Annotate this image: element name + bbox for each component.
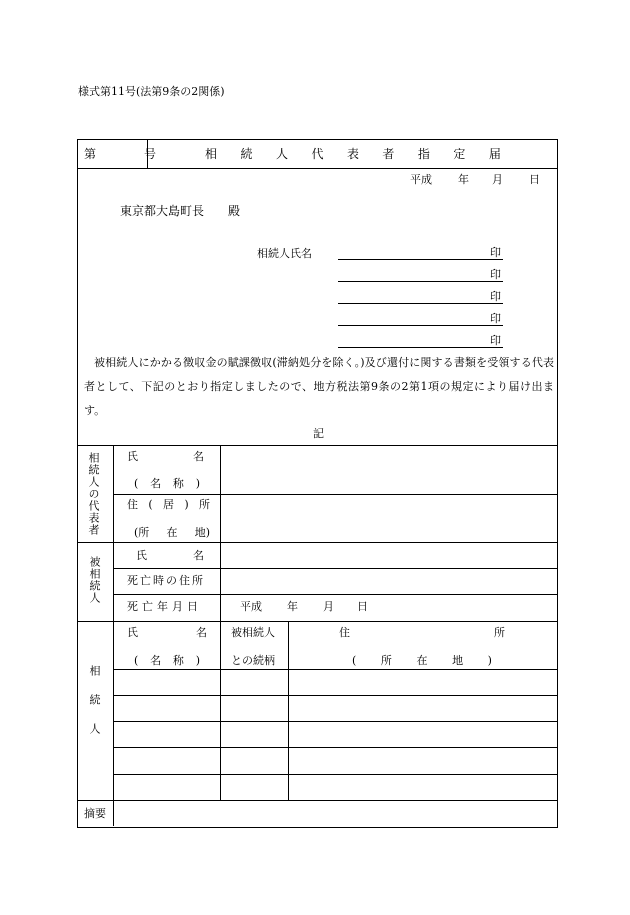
deceased-name-label [136,550,204,561]
title-char: 続 [240,147,253,161]
seal-mark: 印 [490,268,501,281]
label-char: 在 [416,654,428,667]
death-address-label: 死亡時の住所 [127,574,205,587]
form-title [205,148,501,160]
header-divider [77,168,557,169]
label-char: ) [195,654,200,667]
heir-signature-line[interactable] [338,303,503,304]
label-char: 名 [150,477,162,490]
rep-top-line [77,445,557,446]
label-char: 氏 [136,549,147,562]
label-char: 称 [172,654,184,667]
heirs-col-relation-sub: との続柄 [231,654,275,667]
deceased-line-2 [113,594,557,595]
seal-mark: 印 [490,246,501,259]
rep-address-label [127,499,210,510]
rep-address-sub [134,527,210,538]
death-date-era: 平成 [240,600,262,613]
heir-signature-line[interactable] [338,325,503,326]
title-char: 人 [275,147,288,161]
rep-mid-line [113,494,557,495]
title-char: 表 [346,147,359,161]
deceased-group-label: 被相続人 [88,556,101,604]
heirs-row-line [113,721,557,722]
heir-signature-line[interactable] [338,259,503,260]
rep-name-sub [134,478,200,489]
label-char: 所 [380,654,392,667]
heirs-row-line [113,695,557,696]
label-char: 地 [452,654,464,667]
remarks-label: 摘要 [84,807,106,820]
label-char: ( [134,654,139,667]
label-char: 所 [198,498,210,511]
heir-signature-line[interactable] [338,347,503,348]
heirs-col-name [127,627,207,638]
label-char: 氏 [127,626,138,639]
rep-name-label [127,451,204,462]
title-char: 者 [382,147,395,161]
form-number: 様式第11号(法第9条の2関係) [78,85,225,98]
label-char: 名 [196,626,207,639]
heirs-row-line [113,774,557,775]
date-month: 月 [492,173,503,186]
label-char: 称 [172,477,184,490]
label-char: 居 [162,498,174,511]
representative-group-label: 相続人の代表者 [87,452,100,536]
label-char: ) [487,654,492,667]
death-date-year: 年 [287,600,298,613]
heirs-col-name-sub [134,655,200,666]
date-year: 年 [458,173,469,186]
seal-mark: 印 [490,312,501,325]
ki-mark: 記 [313,427,324,440]
heirs-col-address-sub [352,655,492,666]
label-char: (所 [134,526,150,539]
seal-mark: 印 [490,290,501,303]
title-char: 相 [205,147,218,161]
label-char: ( [148,498,153,511]
left-column-divider [113,445,114,826]
heirs-col-relation: 被相続人 [231,626,275,639]
death-date-day: 日 [357,600,368,613]
deceased-top-line [77,542,557,543]
heir-signature-line[interactable] [338,281,503,282]
label-char: 住 [127,498,138,511]
death-date-label: 死亡年月日 [127,600,202,613]
label-char: ) [184,498,189,511]
heirs-header-line [113,669,557,670]
label-char: 名 [150,654,162,667]
label-char: 氏 [127,450,138,463]
label-char: 住 [339,626,350,639]
heirs-top-line [77,621,557,622]
label-char: 在 [166,526,178,539]
label-char: ( [134,477,139,490]
body-text: 被相続人にかかる徴収金の賦課徴収(滞納処分を除く。)及び還付に関する書類を受領する代表者として、下記のとおり指定しましたので、地方税法第9条の2第1項の規定により届け出ます。 [84,356,554,417]
label-char: 名 [193,549,204,562]
label-char: 名 [193,450,204,463]
label-char: 地) [194,526,210,539]
title-char: 指 [417,147,430,161]
heirs-name-label: 相続人氏名 [257,247,312,260]
title-char: 届 [488,147,501,161]
heirs-row-line [113,747,557,748]
title-char: 代 [311,147,324,161]
date-era: 平成 [410,173,432,186]
number-label: 第 号 [84,147,157,161]
seal-mark: 印 [490,334,501,347]
death-date-month: 月 [323,600,334,613]
label-char: ( [352,654,357,667]
remarks-top-line [77,800,557,801]
title-char: 定 [453,147,466,161]
heirs-group-label: 相続人 [88,665,101,752]
addressee: 東京都大島町長 殿 [120,204,241,218]
date-day: 日 [529,173,540,186]
heirs-col-address [339,627,505,638]
label-char: ) [195,477,200,490]
label-char: 所 [494,626,505,639]
deceased-line-1 [113,568,557,569]
